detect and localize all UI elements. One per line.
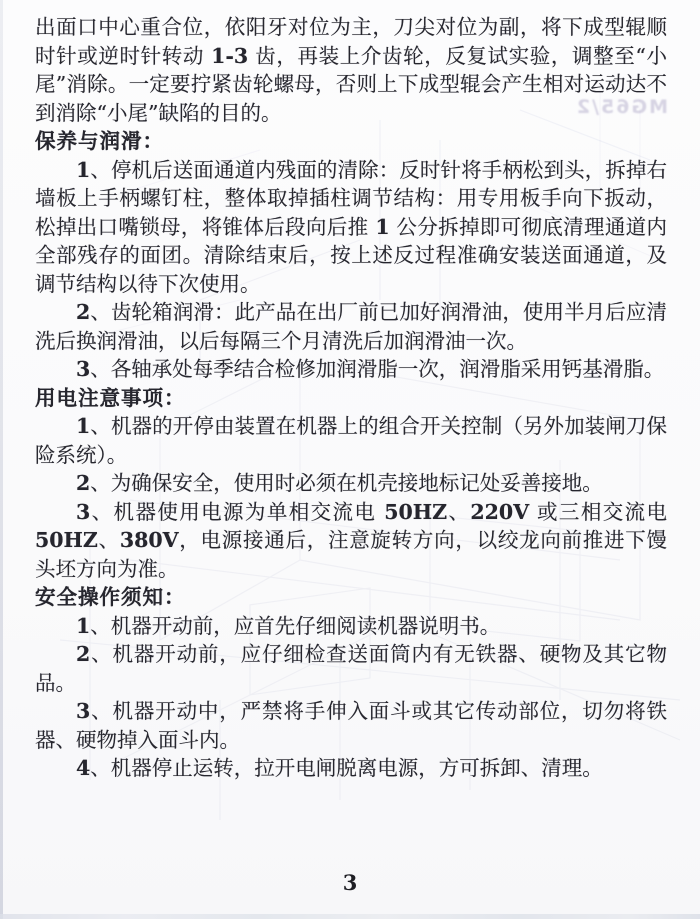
maintenance-item-1: 1、停机后送面通道内残面的清除：反时针将手柄松到头，拆掉右墙板上手柄螺钉柱，整体取掉插柱调节结构：用专用板手向下扳动，松掉出口嘴锁母，将锥体后段向后推 1 公分拆掉即可彻底清理通道内全部残存的面团。清除结束后，按上述反过程准确安装送面通道，及调节结构以待下次使用。: [35, 157, 668, 296]
section-heading-electrical-notes: 用电注意事项：: [35, 385, 186, 410]
scan-bottom-edge-strip: [0, 914, 700, 919]
bleedthrough-ghost-text: MG65/2: [574, 96, 668, 118]
section-heading-maintenance-lubrication: 保养与润滑：: [35, 129, 164, 153]
maintenance-item-3: 3、各轴承处每季结合检修加润滑脂一次，润滑脂采用钙基滑脂。: [76, 357, 665, 381]
safety-item-4: 4、机器停止运转，拉开电闸脱离电源，方可拆卸、清理。: [76, 756, 603, 780]
maintenance-item-2: 2、齿轮箱润滑：此产品在出厂前已加好润滑油，使用半月后应清洗后换润滑油，以后每隔三个月清洗后加润滑油一次。: [35, 300, 667, 353]
section-heading-safety-operation: 安全操作须知：: [35, 585, 186, 609]
page-number: 3: [342, 870, 358, 895]
safety-item-2: 2、机器开动前，应仔细检查送面筒内有无铁器、硬物及其它物品。: [35, 642, 667, 695]
continuation-paragraph-forming-roller-adjustment: 出面口中心重合位，依阳牙对位为主，刀尖对位为副，将下成型辊顺时针或逆时针转动 1-3 齿，再装上介齿轮，反复试实验，调整至“小尾”消除。一定要拧紧齿轮螺母，否则上下成型辊会产生相对运动达不到消除“小尾”缺陷的目的。: [35, 15, 667, 125]
scan-left-edge-shadow: [0, 0, 3, 919]
electrical-item-3: 3、机器使用电源为单相交流电 50HZ、220V 或三相交流电 50HZ、380V，电源接通后，注意旋转方向，以绞龙向前推进下馒头坯方向为准。: [35, 499, 668, 581]
electrical-item-2: 2、为确保安全，使用时必须在机壳接地标记处妥善接地。: [76, 471, 603, 495]
safety-item-3: 3、机器开动中，严禁将手伸入面斗或其它传动部位，切勿将铁器、硬物掉入面斗内。: [35, 699, 667, 752]
safety-item-1: 1、机器开动前，应首先仔细阅读机器说明书。: [76, 613, 501, 638]
electrical-item-1: 1、机器的开停由装置在机器上的组合开关控制（另外加装闸刀保险系统）。: [35, 414, 667, 467]
